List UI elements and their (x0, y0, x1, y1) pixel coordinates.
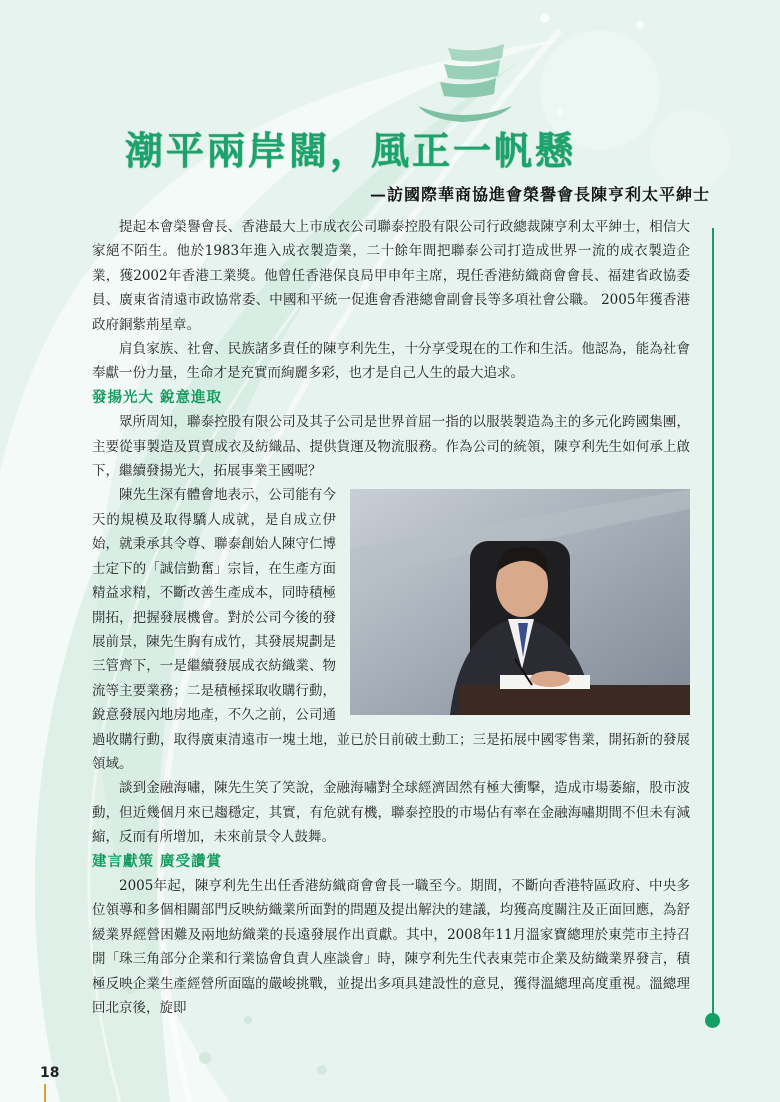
intro-paragraph-2: 肩負家族、社會、民族諸多責任的陳亨利先生，十分享受現在的工作和生活。他認為，能為社會奉獻一份力量，生命才是充實而絢麗多彩，也才是自己人生的最大追求。 (92, 341, 690, 382)
section1-paragraph-3: 談到金融海嘯，陳先生笑了笑說，金融海嘯對全球經濟固然有極大衝擊，造成市場萎縮，股市波動，但近幾個月來已趨穩定，其實，有危就有機，聯泰控股的市場佔有率在金融海嘯期間不但未有減縮，反而有所增加，未來前景令人鼓舞。 (92, 780, 690, 846)
junk-boat-logo-icon (408, 40, 518, 130)
portrait-photo (350, 489, 690, 715)
article-title: 潮平兩岸闊，風正一帆懸 (125, 129, 577, 173)
accent-dot (705, 1013, 720, 1028)
article-subtitle: —訪國際華商協進會榮譽會長陳亨利太平紳士 (369, 185, 710, 204)
accent-vertical-line (712, 228, 714, 1018)
section-heading-1: 發揚光大 銳意進取 (92, 389, 223, 406)
section1-paragraph-1: 眾所周知，聯泰控股有限公司及其子公司是世界首屈一指的以服裝製造為主的多元化跨國集團，主要從事製造及買賣成衣及紡織品、提供貨運及物流服務。作為公司的統領，陳亨利先生如何承上啟下，繼續發揚光大，拓展事業王國呢？ (92, 414, 690, 480)
section-heading-2: 建言獻策 廣受讚賞 (92, 853, 223, 870)
article-body (92, 215, 690, 1020)
page-number-rule (44, 1084, 46, 1102)
page-number: 18 (40, 1065, 60, 1081)
section2-paragraph-1: 2005年起，陳亨利先生出任香港紡織商會會長一職至今。期間，不斷向香港特區政府、中央多位領導和多個相關部門反映紡織業所面對的問題及提出解決的建議，均獲高度關注及正面回應，為舒緩業界經營困難及兩地紡織業的長遠發展作出貢獻。其中，2008年11月溫家寶總理於東莞市主持召開「珠三角部分企業和行業協會負責人座談會」時，陳亨利先生代表東莞市企業及紡織業界發言，積極反映企業生產經營所面臨的嚴峻挑戰，並提出多項具建設性的意見，獲得溫總理高度重視。溫總理回北京後，旋即 (92, 877, 690, 1016)
section1-paragraph-2: 陳先生深有體會地表示，公司能有今天的規模及取得驕人成就，是自成立伊始，就秉承其令尊、聯泰創始人陳守仁博士定下的「誠信勤奮」宗旨，在生產方面精益求精，不斷改善生產成本，同時積極開拓，把握發展機會。對於公司今後的發展前景，陳先生胸有成竹，其發展規劃是三管齊下，一是繼續發展成衣紡織業、物流等主要業務；二是積極採取收購行動，銳意發展內地房地產，不久之前，公司通過收購行動，取得廣東清遠市一塊土地，並已於日前破土動工；三是拓展中國零售業，開拓新的發展領域。 (92, 487, 690, 772)
intro-paragraph-1: 提起本會榮譽會長、香港最大上市成衣公司聯泰控股有限公司行政總裁陳亨利太平紳士，相信大家絕不陌生。他於1983年進入成衣製造業，二十餘年間把聯泰公司打造成世界一流的成衣製造企業，獲2002年香港工業獎。他曾任香港保良局甲申年主席，現任香港紡織商會會長、福建省政協委員、廣東省清遠市政協常委、中國和平統一促進會香港總會副會長等多項社會公職。 2005年獲香港政府銅紫荊星章。 (92, 219, 690, 333)
